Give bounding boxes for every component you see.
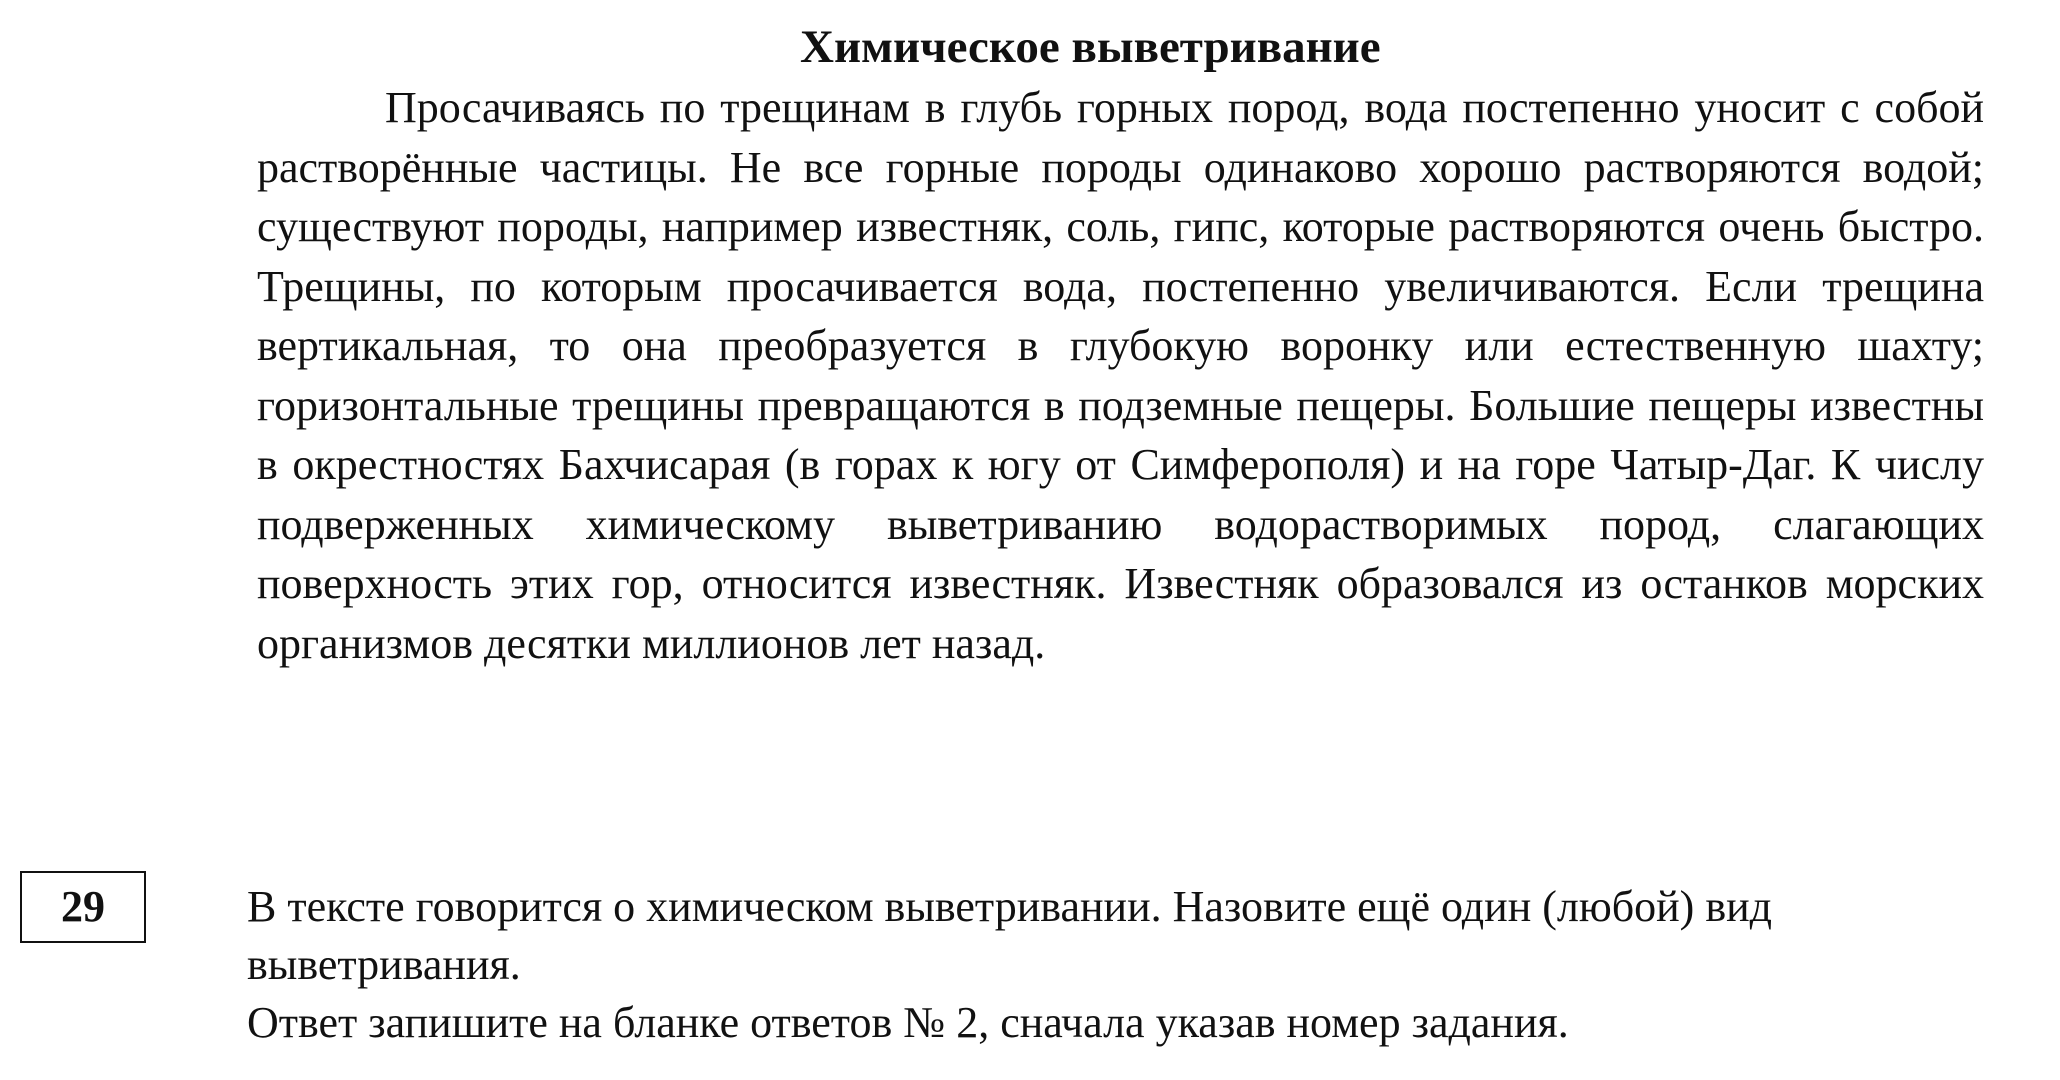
passage-title: Химическое выветривание	[800, 21, 1381, 73]
task-instruction: Ответ запишите на бланке ответов № 2, сначала указав номер задания.	[247, 998, 1569, 1047]
task-question-block	[247, 878, 1987, 1052]
task-question: В тексте говорится о химическом выветривании. Назовите ещё один (любой) вид выветривания.	[247, 882, 1773, 989]
passage-text: Просачиваясь по трещинам в глубь горных пород, вода постепенно уносит с собой растворённые частицы. Не все горные породы одинаково хорошо растворяются водой; существуют породы, например известняк, соль, гипс, которые растворяются очень быстро. Трещины, по которым просачивается вода, постепенно увеличиваются. Если трещина вертикальная, то она преобразуется в глубокую воронку или естественную шахту; горизонтальные трещины превращаются в подземные пещеры. Большие пещеры известны в окрестностях Бахчисарая (в горах к югу от Симферополя) и на горе Чатыр-Даг. К числу подверженных химическому выветриванию водорастворимых пород, слагающих поверхность этих гор, относится известняк. Известняк образовался из останков морских организмов десятки миллионов лет назад.	[257, 83, 1984, 668]
task-number-box: 29	[20, 871, 146, 943]
